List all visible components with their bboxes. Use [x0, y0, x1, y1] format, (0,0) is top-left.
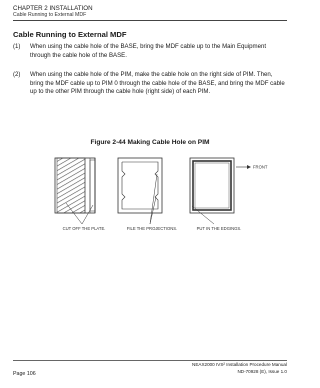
section-title: Cable Running to External MDF — [13, 30, 127, 39]
document-id: ND-70928 (E), Issue 1.0 — [237, 369, 287, 374]
step-2-number: (2) — [13, 71, 21, 78]
chapter-heading: CHAPTER 2 INSTALLATION — [13, 5, 93, 12]
figure-title: Figure 2-44 Making Cable Hole on PIM — [90, 139, 210, 146]
label-file: FILE THE PROJECTIONS. — [126, 226, 178, 231]
front-arrow — [236, 165, 251, 169]
page-number: Page 106 — [13, 371, 36, 377]
step-1-text: When using the cable hole of the BASE, bring the MDF cable up to the Main Equipment through the cable hole of the BASE. — [30, 43, 267, 59]
label-edgings: PUT IN THE EDGINGS. — [196, 226, 242, 231]
step-2-text: When using the cable hole of the PIM, make the cable hole on the right side of PIM. Then, bring the MDF cable up to PIM 0 through the cable hole of the BASE, and bring the MDF cable up to the other PIM through the cable hole (right side) of each PIM. — [30, 71, 285, 96]
footer-rule — [13, 360, 287, 361]
step-1-number: (1) — [13, 43, 21, 50]
label-front: FRONT — [253, 164, 268, 170]
section-subheading: Cable Running to External MDF — [13, 12, 87, 18]
panel-cut-off — [55, 158, 95, 213]
panel-edgings — [190, 158, 234, 213]
label-cut-off: CUT OFF THE PLATE. — [62, 226, 106, 231]
manual-title: NEAX2000 IVS² Installation Procedure Manual — [192, 362, 287, 367]
